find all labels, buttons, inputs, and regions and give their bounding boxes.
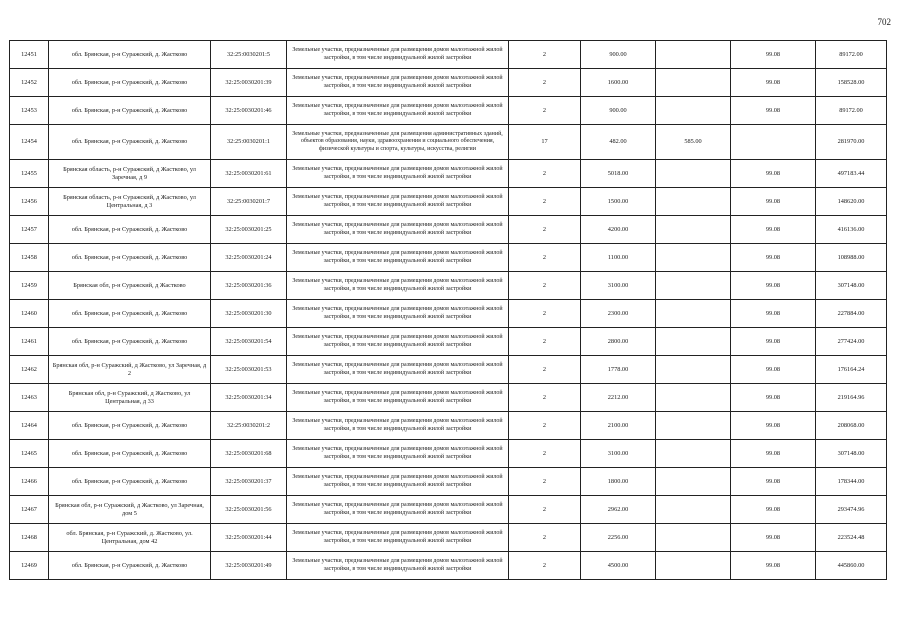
use-group-cell: 2 <box>509 468 581 496</box>
cadastral-number-cell: 32:25:0030201:2 <box>211 412 287 440</box>
land-use-cell: Земельные участки, предназначенные для размещения домов малоэтажной жилой застройки, в том числе индивидуальной жилой застройки <box>287 328 509 356</box>
row-number-cell: 12459 <box>10 272 49 300</box>
land-use-cell: Земельные участки, предназначенные для размещения домов малоэтажной жилой застройки, в том числе индивидуальной жилой застройки <box>287 216 509 244</box>
area-cell: 1600.00 <box>581 69 656 97</box>
cadastral-value-cell: 176164.24 <box>816 356 887 384</box>
address-cell: обл. Брянская, р-н Суражский, д. Жастково <box>49 412 211 440</box>
unit-price-cell: 99.08 <box>731 468 816 496</box>
unit-price-cell: 99.08 <box>731 97 816 125</box>
land-use-cell: Земельные участки, предназначенные для размещения домов малоэтажной жилой застройки, в том числе индивидуальной жилой застройки <box>287 244 509 272</box>
cadastral-number-cell: 32:25:0030201:30 <box>211 300 287 328</box>
address-cell: обл. Брянская, р-н Суражский, д. Жастково <box>49 328 211 356</box>
area-cell: 1500.00 <box>581 188 656 216</box>
specific-rate-cell: 585.00 <box>656 125 731 160</box>
cadastral-value-cell: 307148.00 <box>816 440 887 468</box>
unit-price-cell: 99.08 <box>731 188 816 216</box>
use-group-cell: 17 <box>509 125 581 160</box>
row-number-cell: 12458 <box>10 244 49 272</box>
row-number-cell: 12460 <box>10 300 49 328</box>
cadastral-number-cell: 32:25:0030201:37 <box>211 468 287 496</box>
address-cell: обл. Брянская, р-н Суражский, д. Жастково <box>49 125 211 160</box>
row-number-cell: 12465 <box>10 440 49 468</box>
table-row <box>10 41 887 69</box>
cadastral-value-cell: 445860.00 <box>816 552 887 580</box>
address-cell: обл. Брянская, р-н Суражский, д. Жастково <box>49 244 211 272</box>
cadastral-number-cell: 32:25:0030201:36 <box>211 272 287 300</box>
row-number-cell: 12451 <box>10 41 49 69</box>
address-cell: обл. Брянская, р-н Суражский, д. Жастково <box>49 69 211 97</box>
address-cell: обл. Брянская, р-н Суражский, д. Жастково, ул. Центральная, дом 42 <box>49 524 211 552</box>
cadastral-value-cell: 497183.44 <box>816 160 887 188</box>
specific-rate-cell <box>656 384 731 412</box>
cadastral-number-cell: 32:25:0030201:53 <box>211 356 287 384</box>
unit-price-cell: 99.08 <box>731 356 816 384</box>
cadastral-number-cell: 32:25:0030201:56 <box>211 496 287 524</box>
specific-rate-cell <box>656 356 731 384</box>
specific-rate-cell <box>656 69 731 97</box>
land-use-cell: Земельные участки, предназначенные для размещения домов малоэтажной жилой застройки, в том числе индивидуальной жилой застройки <box>287 496 509 524</box>
cadastral-number-cell: 32:25:0030201:68 <box>211 440 287 468</box>
land-use-cell: Земельные участки, предназначенные для размещения домов малоэтажной жилой застройки, в том числе индивидуальной жилой застройки <box>287 272 509 300</box>
cadastral-number-cell: 32:25:0030201:34 <box>211 384 287 412</box>
area-cell: 2300.00 <box>581 300 656 328</box>
table-row <box>10 328 887 356</box>
area-cell: 1778.00 <box>581 356 656 384</box>
address-cell: Брянская обл, р-н Суражский, д Жастково, ул Центральная, д 33 <box>49 384 211 412</box>
specific-rate-cell <box>656 41 731 69</box>
use-group-cell: 2 <box>509 69 581 97</box>
table-row <box>10 524 887 552</box>
land-registry-table <box>9 40 887 580</box>
cadastral-value-cell: 108988.00 <box>816 244 887 272</box>
row-number-cell: 12454 <box>10 125 49 160</box>
unit-price-cell: 99.08 <box>731 384 816 412</box>
area-cell: 2212.00 <box>581 384 656 412</box>
area-cell: 900.00 <box>581 41 656 69</box>
unit-price-cell: 99.08 <box>731 552 816 580</box>
address-cell: обл. Брянская, р-н Суражский, д. Жастково <box>49 216 211 244</box>
specific-rate-cell <box>656 552 731 580</box>
address-cell: Брянская обл, р-н Суражский, д Жастково, ул Заречная, д 2 <box>49 356 211 384</box>
address-cell: обл. Брянская, р-н Суражский, д. Жастково <box>49 97 211 125</box>
area-cell: 2100.00 <box>581 412 656 440</box>
cadastral-number-cell: 32:25:0030201:44 <box>211 524 287 552</box>
row-number-cell: 12469 <box>10 552 49 580</box>
unit-price-cell: 99.08 <box>731 216 816 244</box>
specific-rate-cell <box>656 244 731 272</box>
row-number-cell: 12457 <box>10 216 49 244</box>
cadastral-value-cell: 223524.48 <box>816 524 887 552</box>
row-number-cell: 12467 <box>10 496 49 524</box>
cadastral-number-cell: 32:25:0030201:49 <box>211 552 287 580</box>
unit-price-cell: 99.08 <box>731 300 816 328</box>
land-use-cell: Земельные участки, предназначенные для размещения домов малоэтажной жилой застройки, в том числе индивидуальной жилой застройки <box>287 69 509 97</box>
specific-rate-cell <box>656 216 731 244</box>
land-use-cell: Земельные участки, предназначенные для размещения домов малоэтажной жилой застройки, в том числе индивидуальной жилой застройки <box>287 356 509 384</box>
area-cell: 1800.00 <box>581 468 656 496</box>
land-use-cell: Земельные участки, предназначенные для размещения домов малоэтажной жилой застройки, в том числе индивидуальной жилой застройки <box>287 188 509 216</box>
table-row <box>10 356 887 384</box>
unit-price-cell: 99.08 <box>731 41 816 69</box>
table-row <box>10 188 887 216</box>
specific-rate-cell <box>656 468 731 496</box>
use-group-cell: 2 <box>509 328 581 356</box>
row-number-cell: 12468 <box>10 524 49 552</box>
unit-price-cell: 99.08 <box>731 496 816 524</box>
land-use-cell: Земельные участки, предназначенные для размещения домов малоэтажной жилой застройки, в том числе индивидуальной жилой застройки <box>287 384 509 412</box>
cadastral-number-cell: 32:25:0030201:39 <box>211 69 287 97</box>
address-cell: Брянская обл, р-н Суражский, д Жастково, ул Заречная, дом 5 <box>49 496 211 524</box>
use-group-cell: 2 <box>509 300 581 328</box>
cadastral-number-cell: 32:25:0030201:1 <box>211 125 287 160</box>
cadastral-value-cell: 307148.00 <box>816 272 887 300</box>
row-number-cell: 12452 <box>10 69 49 97</box>
use-group-cell: 2 <box>509 188 581 216</box>
cadastral-value-cell: 219164.96 <box>816 384 887 412</box>
address-cell: Брянская область, р-н Суражский, д Жастково, ул Заречная, д 9 <box>49 160 211 188</box>
cadastral-value-cell: 227884.00 <box>816 300 887 328</box>
table-row <box>10 216 887 244</box>
specific-rate-cell <box>656 412 731 440</box>
area-cell: 3100.00 <box>581 272 656 300</box>
use-group-cell: 2 <box>509 356 581 384</box>
use-group-cell: 2 <box>509 216 581 244</box>
unit-price-cell: 99.08 <box>731 440 816 468</box>
area-cell: 4200.00 <box>581 216 656 244</box>
area-cell: 5018.00 <box>581 160 656 188</box>
cadastral-value-cell: 416136.00 <box>816 216 887 244</box>
table-row <box>10 244 887 272</box>
page-number: 702 <box>877 17 891 27</box>
table-row <box>10 412 887 440</box>
specific-rate-cell <box>656 524 731 552</box>
use-group-cell: 2 <box>509 524 581 552</box>
cadastral-number-cell: 32:25:0030201:7 <box>211 188 287 216</box>
row-number-cell: 12456 <box>10 188 49 216</box>
cadastral-value-cell: 148620.00 <box>816 188 887 216</box>
use-group-cell: 2 <box>509 552 581 580</box>
use-group-cell: 2 <box>509 97 581 125</box>
cadastral-value-cell: 89172.00 <box>816 41 887 69</box>
registry-body <box>10 41 887 580</box>
area-cell: 2256.00 <box>581 524 656 552</box>
specific-rate-cell <box>656 440 731 468</box>
address-cell: обл. Брянская, р-н Суражский, д. Жастково <box>49 300 211 328</box>
land-use-cell: Земельные участки, предназначенные для размещения домов малоэтажной жилой застройки, в том числе индивидуальной жилой застройки <box>287 160 509 188</box>
unit-price-cell: 99.08 <box>731 412 816 440</box>
unit-price-cell <box>731 125 816 160</box>
unit-price-cell: 99.08 <box>731 328 816 356</box>
specific-rate-cell <box>656 188 731 216</box>
address-cell: обл. Брянская, р-н Суражский, д. Жастково <box>49 468 211 496</box>
cadastral-value-cell: 281970.00 <box>816 125 887 160</box>
area-cell: 4500.00 <box>581 552 656 580</box>
land-use-cell: Земельные участки, предназначенные для размещения домов малоэтажной жилой застройки, в том числе индивидуальной жилой застройки <box>287 300 509 328</box>
cadastral-number-cell: 32:25:0030201:46 <box>211 97 287 125</box>
table-row <box>10 440 887 468</box>
use-group-cell: 2 <box>509 272 581 300</box>
land-use-cell: Земельные участки, предназначенные для размещения административных зданий, объектов образования, науки, здравоохранения и социального обеспечения, физической культуры и спорта, культуры, искусства, религии <box>287 125 509 160</box>
land-use-cell: Земельные участки, предназначенные для размещения домов малоэтажной жилой застройки, в том числе индивидуальной жилой застройки <box>287 97 509 125</box>
use-group-cell: 2 <box>509 384 581 412</box>
table-row <box>10 272 887 300</box>
cadastral-number-cell: 32:25:0030201:54 <box>211 328 287 356</box>
area-cell: 900.00 <box>581 97 656 125</box>
area-cell: 2962.00 <box>581 496 656 524</box>
table-row <box>10 125 887 160</box>
cadastral-number-cell: 32:25:0030201:5 <box>211 41 287 69</box>
land-use-cell: Земельные участки, предназначенные для размещения домов малоэтажной жилой застройки, в том числе индивидуальной жилой застройки <box>287 468 509 496</box>
table-row <box>10 468 887 496</box>
area-cell: 2800.00 <box>581 328 656 356</box>
specific-rate-cell <box>656 328 731 356</box>
specific-rate-cell <box>656 496 731 524</box>
table-row <box>10 69 887 97</box>
use-group-cell: 2 <box>509 440 581 468</box>
address-cell: обл. Брянская, р-н Суражский, д. Жастково <box>49 41 211 69</box>
use-group-cell: 2 <box>509 41 581 69</box>
cadastral-value-cell: 293474.96 <box>816 496 887 524</box>
specific-rate-cell <box>656 97 731 125</box>
row-number-cell: 12464 <box>10 412 49 440</box>
cadastral-value-cell: 178344.00 <box>816 468 887 496</box>
area-cell: 1100.00 <box>581 244 656 272</box>
land-use-cell: Земельные участки, предназначенные для размещения домов малоэтажной жилой застройки, в том числе индивидуальной жилой застройки <box>287 412 509 440</box>
land-use-cell: Земельные участки, предназначенные для размещения домов малоэтажной жилой застройки, в том числе индивидуальной жилой застройки <box>287 41 509 69</box>
row-number-cell: 12461 <box>10 328 49 356</box>
row-number-cell: 12463 <box>10 384 49 412</box>
row-number-cell: 12455 <box>10 160 49 188</box>
cadastral-value-cell: 158528.00 <box>816 69 887 97</box>
cadastral-value-cell: 277424.00 <box>816 328 887 356</box>
use-group-cell: 2 <box>509 412 581 440</box>
row-number-cell: 12462 <box>10 356 49 384</box>
unit-price-cell: 99.08 <box>731 524 816 552</box>
cadastral-number-cell: 32:25:0030201:24 <box>211 244 287 272</box>
cadastral-number-cell: 32:25:0030201:25 <box>211 216 287 244</box>
address-cell: Брянская область, р-н Суражский, д Жастково, ул Центральная, д 3 <box>49 188 211 216</box>
row-number-cell: 12466 <box>10 468 49 496</box>
unit-price-cell: 99.08 <box>731 272 816 300</box>
table-row <box>10 97 887 125</box>
row-number-cell: 12453 <box>10 97 49 125</box>
cadastral-value-cell: 89172.00 <box>816 97 887 125</box>
address-cell: Брянская обл, р-н Суражский, д Жастково <box>49 272 211 300</box>
land-use-cell: Земельные участки, предназначенные для размещения домов малоэтажной жилой застройки, в том числе индивидуальной жилой застройки <box>287 440 509 468</box>
cadastral-value-cell: 208068.00 <box>816 412 887 440</box>
specific-rate-cell <box>656 300 731 328</box>
table-row <box>10 300 887 328</box>
specific-rate-cell <box>656 272 731 300</box>
use-group-cell: 2 <box>509 160 581 188</box>
unit-price-cell: 99.08 <box>731 69 816 97</box>
cadastral-number-cell: 32:25:0030201:61 <box>211 160 287 188</box>
unit-price-cell: 99.08 <box>731 160 816 188</box>
use-group-cell: 2 <box>509 496 581 524</box>
area-cell: 3100.00 <box>581 440 656 468</box>
area-cell: 482.00 <box>581 125 656 160</box>
unit-price-cell: 99.08 <box>731 244 816 272</box>
use-group-cell: 2 <box>509 244 581 272</box>
land-use-cell: Земельные участки, предназначенные для размещения домов малоэтажной жилой застройки, в том числе индивидуальной жилой застройки <box>287 524 509 552</box>
address-cell: обл. Брянская, р-н Суражский, д. Жастково <box>49 552 211 580</box>
specific-rate-cell <box>656 160 731 188</box>
table-row <box>10 160 887 188</box>
table-row <box>10 552 887 580</box>
land-use-cell: Земельные участки, предназначенные для размещения домов малоэтажной жилой застройки, в том числе индивидуальной жилой застройки <box>287 552 509 580</box>
table-row <box>10 384 887 412</box>
table-row <box>10 496 887 524</box>
address-cell: обл. Брянская, р-н Суражский, д. Жастково <box>49 440 211 468</box>
